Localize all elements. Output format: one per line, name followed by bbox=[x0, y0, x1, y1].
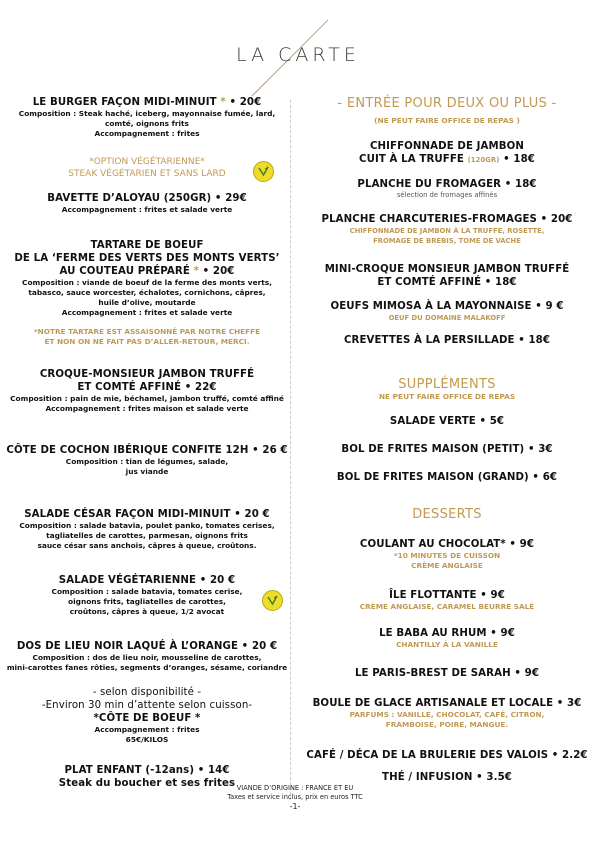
item-price: 65€/KILOS bbox=[125, 735, 169, 744]
item-name: SALADE CÉSAR FAÇON MIDI-MINUIT • 20 € bbox=[24, 509, 270, 520]
menu-item-paris-brest bbox=[300, 667, 594, 680]
option-subtitle: STEAK VÉGÉTARIEN ET SANS LARD bbox=[68, 169, 226, 179]
item-price: • 20€ bbox=[229, 97, 262, 108]
item-name-line: AU COUTEAU PRÉPARÉ bbox=[59, 266, 190, 277]
item-composition: huile d’olive, moutarde bbox=[98, 298, 196, 307]
item-name: BOL DE FRITES MAISON (GRAND) • 6€ bbox=[336, 472, 558, 483]
supplement-item bbox=[300, 443, 594, 456]
item-name: CÔTE DE COCHON IBÉRIQUE CONFITE 12H • 26 € bbox=[6, 445, 288, 456]
item-subtitle: *10 MINUTES DE CUISSON bbox=[393, 551, 501, 560]
availability-note: - selon disponibilité - bbox=[92, 687, 202, 698]
menu-item-burger bbox=[4, 96, 290, 139]
item-composition: mini-carottes fanes rôties, segments d’oranges, sésame, coriandre bbox=[6, 663, 288, 672]
item-name: THÉ / INFUSION • 3.5€ bbox=[382, 772, 512, 783]
column-divider bbox=[290, 100, 291, 800]
item-composition: oignons frits, tagliatelles de carottes, bbox=[68, 597, 226, 606]
menu-item-coulant bbox=[300, 538, 594, 571]
origin-note: VIANDE D’ORIGINE : FRANCE ET EU bbox=[236, 784, 354, 792]
item-name: PLANCHE DU FROMAGER • 18€ bbox=[357, 179, 537, 190]
right-column bbox=[300, 0, 594, 842]
item-subtitle: OEUF DU DOMAINE MALAKOFF bbox=[388, 314, 506, 322]
item-name-line: TARTARE DE BOEUF bbox=[90, 240, 204, 251]
menu-item-ile-flottante bbox=[300, 589, 594, 612]
item-name: LE PARIS-BREST DE SARAH • 9€ bbox=[354, 668, 540, 679]
section-entree bbox=[300, 96, 594, 125]
item-note: *NOTRE TARTARE EST ASSAISONNÉ PAR NOTRE CHEFFE bbox=[33, 327, 261, 336]
item-composition: Composition : viande de boeuf de la ferme des monts verts, bbox=[22, 278, 272, 287]
vegetarian-option bbox=[4, 156, 290, 180]
menu-item-cote-boeuf bbox=[4, 686, 290, 745]
menu-item-planche-fromager bbox=[300, 178, 594, 200]
page-title: LA CARTE bbox=[236, 44, 360, 66]
left-column bbox=[4, 0, 290, 842]
menu-item-dos-lieu bbox=[4, 640, 290, 673]
item-accompaniment: Accompagnement : frites maison et salade verte bbox=[45, 404, 249, 413]
item-composition: tagliatelles de carottes, parmesan, oignons frits bbox=[46, 531, 248, 540]
item-name-line: CHIFFONNADE DE JAMBON bbox=[369, 141, 525, 152]
item-name: LE BABA AU RHUM • 9€ bbox=[379, 628, 515, 639]
item-composition: jus viande bbox=[125, 467, 169, 476]
section-title: DESSERTS bbox=[412, 507, 482, 522]
item-subtitle: PARFUMS : VANILLE, CHOCOLAT, CAFÉ, CITRON, bbox=[349, 710, 545, 719]
menu-item-salade-vegetarienne bbox=[4, 574, 290, 617]
item-accompaniment: Accompagnement : frites bbox=[94, 725, 200, 734]
item-name: *CÔTE DE BOEUF * bbox=[93, 713, 201, 724]
vegetarian-leaf-icon bbox=[262, 590, 283, 611]
menu-item-bavette bbox=[4, 192, 290, 215]
section-subtitle: (NE PEUT FAIRE OFFICE DE REPAS ) bbox=[374, 116, 520, 125]
item-name-line: DE LA ‘FERME DES VERTS DES MONTS VERTS’ bbox=[14, 253, 280, 264]
item-accompaniment: Accompagnement : frites bbox=[94, 129, 200, 138]
menu-item-mini-croque bbox=[300, 263, 594, 289]
item-name: OEUFS MIMOSA À LA MAYONNAISE • 9 € bbox=[330, 301, 564, 312]
item-subtitle: CRÈME ANGLAISE bbox=[411, 561, 483, 570]
item-name: LE BURGER FAÇON MIDI-MINUIT bbox=[32, 97, 217, 108]
item-price: • 18€ bbox=[503, 154, 535, 165]
item-name: ÎLE FLOTTANTE • 9€ bbox=[389, 590, 505, 601]
item-subtitle: CHIFFONNADE DE JAMBON À LA TRUFFE, ROSETTE, bbox=[349, 227, 545, 235]
item-accompaniment: Accompagnement : frites et salade verte bbox=[61, 205, 233, 214]
item-name: COULANT AU CHOCOLAT* • 9€ bbox=[359, 539, 535, 550]
menu-item-tartare bbox=[4, 239, 290, 347]
item-subtitle: CHANTILLY À LA VANILLE bbox=[396, 640, 498, 649]
item-composition: Composition : Steak haché, iceberg, mayonnaise fumée, lard, bbox=[18, 109, 276, 118]
item-name: PLAT ENFANT (-12ans) • 14€ bbox=[64, 765, 230, 776]
item-name: CAFÉ / DÉCA DE LA BRULERIE DES VALOIS • 2.2€ bbox=[306, 750, 588, 761]
menu-item-planche-charcuterie bbox=[300, 213, 594, 246]
section-title: - ENTRÉE POUR DEUX OU PLUS - bbox=[337, 96, 557, 111]
item-name: SALADE VERTE • 5€ bbox=[389, 416, 505, 427]
menu-item-cote-cochon bbox=[4, 444, 290, 477]
item-composition: tabasco, sauce worcester, échalotes, cornichons, câpres, bbox=[28, 288, 266, 297]
item-subtitle: FRAMBOISE, POIRE, MANGUE. bbox=[385, 720, 509, 729]
menu-item-croque bbox=[4, 368, 290, 414]
section-subtitle: NE PEUT FAIRE OFFICE DE REPAS bbox=[378, 392, 516, 401]
menu-item-crevettes bbox=[300, 334, 594, 347]
item-subtitle: sélection de fromages affinés bbox=[396, 191, 498, 199]
supplement-item bbox=[300, 471, 594, 484]
menu-item-cesar bbox=[4, 508, 290, 551]
menu-item-oeufs bbox=[300, 300, 594, 323]
item-accompaniment: Accompagnement : frites et salade verte bbox=[61, 308, 233, 317]
item-note: ET NON ON NE FAIT PAS D’ALLER-RETOUR, MERCI. bbox=[44, 337, 250, 346]
item-name-line: ET COMTÉ AFFINÉ • 18€ bbox=[377, 277, 517, 288]
item-name: DOS DE LIEU NOIR LAQUÉ À L’ORANGE • 20 € bbox=[16, 641, 278, 652]
item-name: BOULE DE GLACE ARTISANALE ET LOCALE • 3€ bbox=[312, 698, 582, 709]
item-composition: Composition : salade batavia, poulet panko, tomates cerises, bbox=[19, 521, 275, 530]
item-name-line: CROQUE-MONSIEUR JAMBON TRUFFÉ bbox=[39, 369, 255, 380]
item-name: CREVETTES À LA PERSILLADE • 18€ bbox=[343, 335, 551, 346]
item-star: * bbox=[220, 97, 226, 108]
item-composition: Composition : pain de mie, béchamel, jambon truffé, comté affiné bbox=[10, 394, 284, 403]
menu-item-baba bbox=[300, 627, 594, 650]
item-composition: sauce césar sans anchois, câpres à queue, croûtons. bbox=[37, 541, 257, 550]
item-star: * bbox=[193, 266, 199, 277]
item-name: BOL DE FRITES MAISON (PETIT) • 3€ bbox=[341, 444, 553, 455]
menu-item-chiffonnade bbox=[300, 140, 594, 166]
item-price: • 20€ bbox=[202, 266, 235, 277]
vegetarian-leaf-icon bbox=[253, 161, 274, 182]
section-supplements bbox=[300, 377, 594, 401]
item-name-line: MINI-CROQUE MONSIEUR JAMBON TRUFFÉ bbox=[324, 264, 570, 275]
supplement-item bbox=[300, 415, 594, 428]
waiting-note: -Environ 30 min d’attente selon cuisson- bbox=[41, 700, 253, 711]
item-composition: comté, oignons frits bbox=[105, 119, 189, 128]
tax-note: Taxes et service inclus, prix en euros TTC bbox=[227, 793, 363, 801]
item-subtitle: FROMAGE DE BREBIS, TOME DE VACHE bbox=[373, 237, 521, 245]
page-number: -1- bbox=[289, 802, 301, 811]
item-name: PLANCHE CHARCUTERIES-FROMAGES • 20€ bbox=[321, 214, 573, 225]
page-footer bbox=[140, 784, 450, 811]
menu-item-boule-glace bbox=[300, 697, 594, 730]
item-description: Steak du boucher et ses frites bbox=[58, 778, 236, 789]
menu-item-the bbox=[300, 771, 594, 784]
item-subtitle: CRÈME ANGLAISE, CARAMEL BEURRE SALÉ bbox=[359, 602, 535, 611]
item-name: SALADE VÉGÉTARIENNE • 20 € bbox=[58, 575, 236, 586]
item-name-line: CUIT À LA TRUFFE bbox=[359, 154, 464, 165]
section-desserts bbox=[300, 507, 594, 522]
item-composition: croûtons, câpres à queue, 1/2 avocat bbox=[69, 607, 225, 616]
item-weight: (120GR) bbox=[467, 156, 500, 164]
item-name-line: ET COMTÉ AFFINÉ • 22€ bbox=[77, 382, 217, 393]
option-title: *OPTION VÉGÉTARIENNE* bbox=[89, 157, 205, 167]
section-title: SUPPLÉMENTS bbox=[398, 377, 496, 392]
item-composition: Composition : tian de légumes, salade, bbox=[65, 457, 229, 466]
item-composition: Composition : dos de lieu noir, mousseline de carottes, bbox=[32, 653, 262, 662]
item-composition: Composition : salade batavia, tomates cerise, bbox=[51, 587, 243, 596]
menu-item-cafe bbox=[300, 749, 594, 762]
item-name: BAVETTE D’ALOYAU (250GR) • 29€ bbox=[47, 193, 247, 204]
